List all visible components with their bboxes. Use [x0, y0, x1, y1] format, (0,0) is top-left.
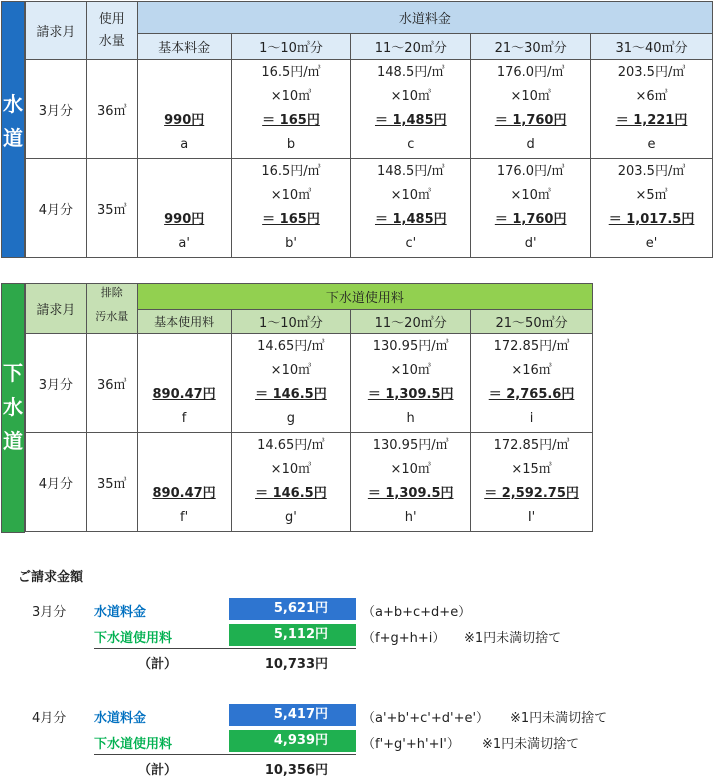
water-tier-cell: 16.5円/㎥ ×10㎥ ＝ 165円 b — [231, 60, 351, 159]
summary-water-formula-april: （a'+b'+c'+d'+e'） — [362, 711, 490, 726]
water-tier-cell: 148.5円/㎥ ×10㎥ ＝ 1,485円 c' — [351, 159, 471, 258]
sewer-tier-cell: 14.65円/㎥ ×10㎥ ＝ 146.5円 g — [231, 334, 351, 433]
summary-sewer-formula-april: （f'+g'+h'+I'） — [362, 737, 460, 752]
sewer-fee-table — [25, 283, 593, 532]
summary-water-label: 水道料金 — [94, 605, 147, 620]
sewer-row-usage: 36㎥ — [86, 334, 137, 433]
sewer-row-march — [26, 334, 593, 433]
summary-sewer-note-march: ※1円未満切捨て — [464, 631, 562, 646]
sewer-tier-cell: 130.95円/㎥ ×10㎥ ＝ 1,309.5円 h — [351, 334, 471, 433]
summary-month-april: 4月分 — [32, 711, 67, 726]
sewer-tier-cell: 14.65円/㎥ ×10㎥ ＝ 146.5円 g' — [231, 433, 351, 532]
water-side-label — [1, 1, 25, 258]
water-side-char-1: 水 — [3, 92, 23, 116]
sewer-basic-cell: 890.47円 f' — [137, 433, 231, 532]
water-row-month: 4月分 — [26, 159, 87, 258]
summary-water-note-april: ※1円未満切捨て — [510, 711, 608, 726]
water-tier-cell: 176.0円/㎥ ×10㎥ ＝ 1,760円 d — [471, 60, 591, 159]
summary-water-amount-april: 5,417円 — [229, 704, 356, 726]
water-row-usage: 35㎥ — [86, 159, 137, 258]
sewer-row-usage: 35㎥ — [86, 433, 137, 532]
sewer-col-tier3: 21～50㎥分 — [471, 310, 593, 334]
summary-sewer-label: 下水道使用料 — [94, 631, 173, 646]
water-tier-cell: 148.5円/㎥ ×10㎥ ＝ 1,485円 c — [351, 60, 471, 159]
summary-sewer-label: 下水道使用料 — [94, 737, 173, 752]
water-col-tier3: 21～30㎥分 — [471, 34, 591, 60]
sewer-tier-cell: 130.95円/㎥ ×10㎥ ＝ 1,309.5円 h' — [351, 433, 471, 532]
summary-sewer-note-april: ※1円未満切捨て — [482, 737, 580, 752]
water-usage-header: 使用 水量 — [86, 2, 137, 60]
water-col-tier1: 1～10㎥分 — [231, 34, 351, 60]
water-col-basic: 基本料金 — [137, 34, 231, 60]
water-tier-cell: 203.5円/㎥ ×5㎥ ＝ 1,017.5円 e' — [591, 159, 713, 258]
summary-total-label: （計） — [138, 657, 178, 672]
summary-water-formula-march: （a+b+c+d+e） — [362, 605, 472, 620]
sewer-usage-header: 排除 汚水量 — [86, 284, 137, 334]
sewer-side-char-3: 道 — [3, 429, 23, 453]
summary-divider — [94, 754, 356, 755]
water-basic-cell: 990円 a' — [137, 159, 231, 258]
sewer-basic-cell: 890.47円 f — [137, 334, 231, 433]
sewer-side-label — [1, 283, 25, 533]
water-group-header: 水道料金 — [137, 2, 712, 34]
sewer-col-tier1: 1～10㎥分 — [231, 310, 351, 334]
water-row-usage: 36㎥ — [86, 60, 137, 159]
sewer-group-header: 下水道使用料 — [137, 284, 592, 310]
water-tier-cell: 203.5円/㎥ ×6㎥ ＝ 1,221円 e — [591, 60, 713, 159]
water-tier-cell: 176.0円/㎥ ×10㎥ ＝ 1,760円 d' — [471, 159, 591, 258]
summary-sewer-amount-march: 5,112円 — [229, 624, 356, 646]
summary-total-march: 10,733円 — [264, 657, 328, 672]
summary-sewer-amount-april: 4,939円 — [229, 730, 356, 752]
sewer-month-header: 請求月 — [26, 284, 87, 334]
summary-water-amount-march: 5,621円 — [229, 598, 356, 620]
water-month-header: 請求月 — [26, 2, 87, 60]
water-row-april — [26, 159, 713, 258]
sewer-tier-cell: 172.85円/㎥ ×15㎥ ＝ 2,592.75円 I' — [471, 433, 593, 532]
sewer-row-april — [26, 433, 593, 532]
water-col-tier2: 11～20㎥分 — [351, 34, 471, 60]
water-col-tier4: 31～40㎥分 — [591, 34, 713, 60]
summary-water-label: 水道料金 — [94, 711, 147, 726]
water-basic-cell: 990円 a — [137, 60, 231, 159]
sewer-row-month: 4月分 — [26, 433, 87, 532]
summary-month-march: 3月分 — [32, 605, 67, 620]
summary-total-april: 10,356円 — [264, 763, 328, 778]
sewer-side-char-2: 水 — [3, 395, 23, 419]
sewer-tier-cell: 172.85円/㎥ ×16㎥ ＝ 2,765.6円 i — [471, 334, 593, 433]
water-row-month: 3月分 — [26, 60, 87, 159]
sewer-col-basic: 基本使用料 — [137, 310, 231, 334]
summary-total-label: （計） — [138, 763, 178, 778]
water-fee-table — [25, 1, 713, 258]
sewer-row-month: 3月分 — [26, 334, 87, 433]
summary-divider — [94, 648, 356, 649]
water-tier-cell: 16.5円/㎥ ×10㎥ ＝ 165円 b' — [231, 159, 351, 258]
sewer-side-char-1: 下 — [3, 361, 23, 385]
sewer-col-tier2: 11～20㎥分 — [351, 310, 471, 334]
summary-sewer-formula-march: （f+g+h+i） — [362, 631, 446, 646]
summary-title: ご請求金額 — [18, 570, 84, 585]
water-side-char-2: 道 — [3, 126, 23, 150]
water-row-march — [26, 60, 713, 159]
